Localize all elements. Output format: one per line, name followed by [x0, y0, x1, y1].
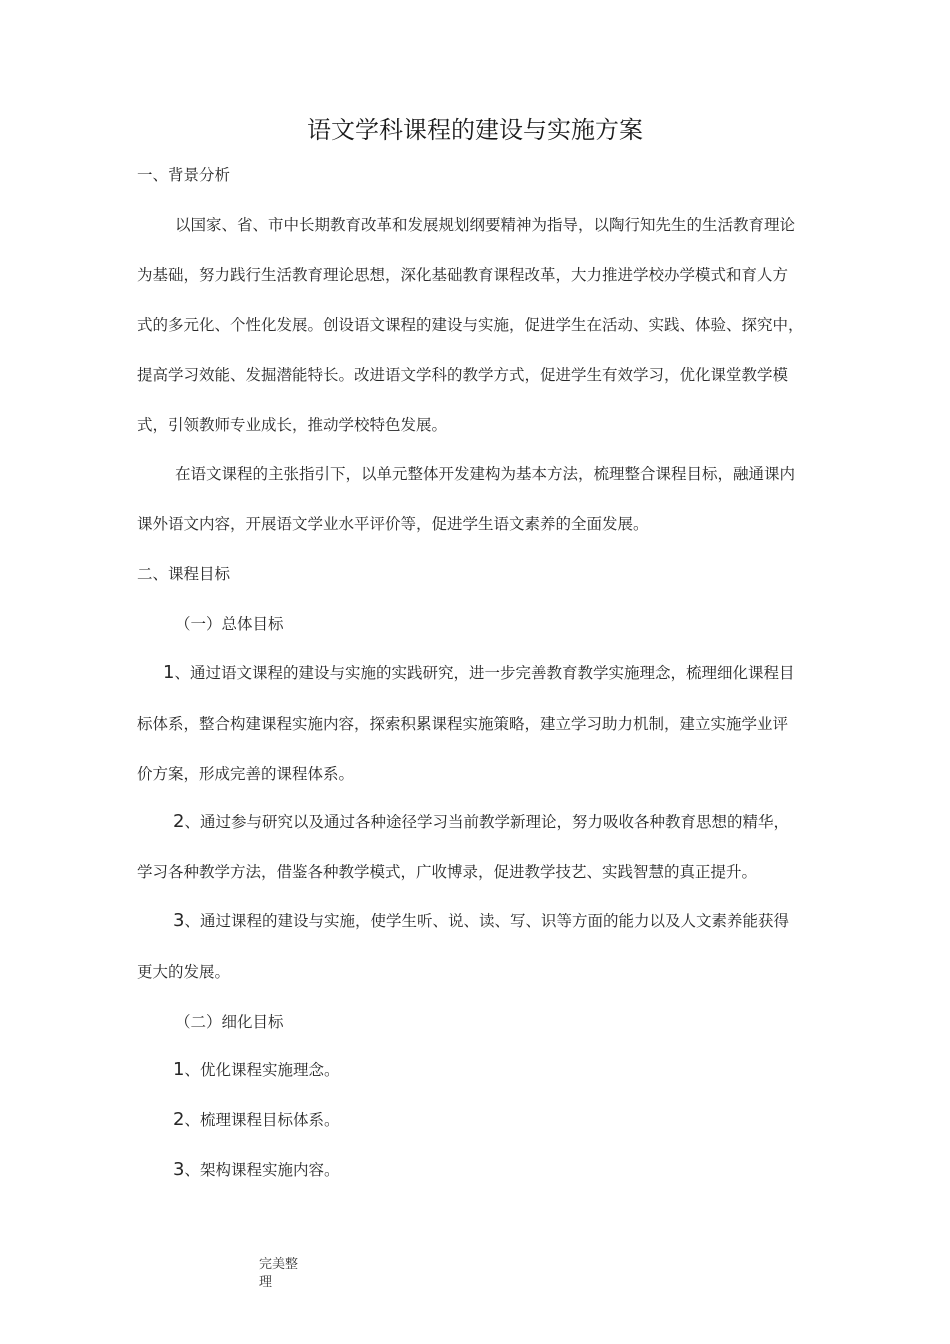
detail-item-3 [173, 1158, 863, 1182]
item-text: 、优化课程实施理念。 [184, 1061, 340, 1079]
item-text: 、通过参与研究以及通过各种途径学习当前教学新理论，努力吸收各种教育思想的精华， [184, 813, 789, 831]
paragraph-line: 提高学习效能、发掘潜能特长。改进语文学科的教学方式，促进学生有效学习，优化课堂教学模 [137, 366, 789, 384]
item-number: 2 [173, 1109, 185, 1130]
item-number: 3 [173, 1159, 185, 1180]
paragraph-line: 学习各种教学方法，借鉴各种教学模式，广收博录，促进教学技艺、实践智慧的真正提升。 [137, 863, 758, 881]
goal-item-3 [173, 909, 863, 933]
paragraph-line: 更大的发展。 [137, 963, 231, 981]
subsection-heading-overall: （一）总体目标 [175, 615, 284, 633]
paragraph-line: 为基础，努力践行生活教育理论思想，深化基础教育课程改革，大力推进学校办学模式和育人方 [137, 266, 789, 284]
paragraph-line: 以国家、省、市中长期教育改革和发展规划纲要精神为指导，以陶行知先生的生活教育理论 [175, 216, 796, 234]
detail-item-1 [173, 1058, 863, 1082]
paragraph-line: 价方案，形成完善的课程体系。 [137, 765, 355, 783]
subsection-heading-detailed: （二）细化目标 [175, 1013, 284, 1031]
page-footer [259, 1256, 298, 1292]
footer-line: 理 [259, 1275, 273, 1290]
section-heading-goals: 二、课程目标 [137, 565, 231, 583]
item-number: 2 [173, 811, 185, 832]
section-heading-background: 一、背景分析 [137, 166, 231, 184]
paragraph-line: 式，引领教师专业成长，推动学校特色发展。 [137, 416, 448, 434]
paragraph-line: 式的多元化、个性化发展。创设语文课程的建设与实施，促进学生在活动、实践、体验、探究中， [137, 316, 804, 334]
item-text: 、通过语文课程的建设与实施的实践研究，进一步完善教育教学实施理念，梳理细化课程目 [174, 664, 795, 682]
item-text: 、架构课程实施内容。 [184, 1161, 340, 1179]
paragraph-line: 在语文课程的主张指引下，以单元整体开发建构为基本方法，梳理整合课程目标，融通课内 [175, 465, 796, 483]
item-number: 1 [173, 1059, 185, 1080]
goal-item-1 [163, 661, 853, 685]
document-title: 语文学科课程的建设与实施方案 [307, 116, 643, 144]
paragraph-line: 课外语文内容，开展语文学业水平评价等，促进学生语文素养的全面发展。 [137, 515, 649, 533]
item-number: 1 [163, 662, 175, 683]
footer-line: 完美整 [259, 1257, 299, 1272]
item-text: 、梳理课程目标体系。 [184, 1111, 340, 1129]
item-text: 、通过课程的建设与实施，使学生听、说、读、写、识等方面的能力以及人文素养能获得 [184, 912, 789, 930]
detail-item-2 [173, 1108, 863, 1132]
goal-item-2 [173, 810, 863, 834]
paragraph-line: 标体系，整合构建课程实施内容，探索积累课程实施策略，建立学习助力机制，建立实施学业评 [137, 715, 789, 733]
item-number: 3 [173, 910, 185, 931]
